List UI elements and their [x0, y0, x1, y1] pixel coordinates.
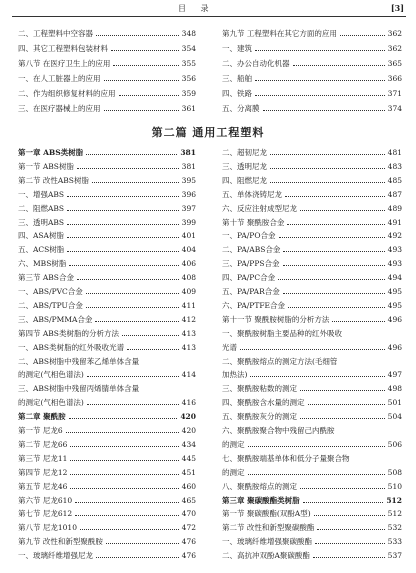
entry-title: 第三章 聚碳酸酯类树脂 — [222, 495, 300, 505]
toc-entry — [18, 482, 196, 491]
entry-title: 一、增强ABS — [18, 189, 65, 199]
leader-dots — [293, 65, 385, 66]
leader-dots — [86, 307, 179, 308]
entry-title: 第一章 ABS类树脂 — [18, 148, 84, 157]
toc-entry — [18, 44, 196, 53]
entry-title: 第二节 改性ABS树脂 — [18, 175, 89, 185]
toc-entry — [222, 315, 402, 324]
leader-dots — [287, 224, 385, 225]
entry-page: 420 — [181, 426, 196, 435]
entry-title: 第二节 尼龙66 — [18, 439, 68, 449]
leader-dots — [111, 50, 179, 51]
entry-title: 三、聚酰胺粘数的测定 — [222, 384, 297, 394]
entry-title: 二、超韧尼龙 — [222, 148, 267, 157]
leader-dots — [263, 110, 385, 111]
entry-title: 五、聚酰胺灰分的测定 — [222, 412, 297, 422]
toc-entry — [222, 551, 402, 560]
toc-entry — [18, 370, 196, 379]
toc-entry — [222, 412, 402, 421]
entry-page: 501 — [387, 398, 402, 408]
entry-page: 401 — [181, 231, 196, 241]
toc-entry — [222, 204, 402, 213]
entry-title: 第二节 改性和新型聚碳酸酯 — [222, 523, 315, 533]
entry-title: 第二章 聚酰胺 — [18, 412, 66, 422]
leader-dots — [67, 210, 179, 211]
toc-entry — [222, 329, 402, 338]
entry-title: 二、ABS/TPU合金 — [18, 300, 83, 310]
entry-title: 六、MBS树脂 — [18, 259, 67, 269]
toc-entry — [222, 440, 402, 449]
entry-page: 491 — [387, 217, 402, 227]
entry-page: 470 — [181, 509, 196, 519]
entry-page: 399 — [181, 217, 196, 227]
toc-entry — [18, 454, 196, 463]
entry-page: 496 — [387, 342, 402, 352]
page-number: [3] — [390, 3, 404, 13]
entry-title: 二、办公自动化机器 — [222, 59, 290, 68]
toc-entry — [18, 259, 196, 268]
entry-title: 四、铁路 — [222, 89, 252, 98]
leader-dots — [106, 543, 179, 544]
leader-dots — [285, 196, 385, 197]
leader-dots — [303, 502, 383, 503]
toc-entry — [18, 74, 196, 83]
toc-entry — [222, 301, 402, 310]
entry-page: 481 — [387, 148, 402, 157]
entry-page: 496 — [387, 314, 402, 324]
toc-entry — [18, 384, 196, 393]
entry-page: 348 — [181, 29, 196, 38]
entry-title: 第六节 尼龙610 — [18, 495, 73, 505]
leader-dots — [104, 110, 179, 111]
toc-entry — [222, 343, 402, 352]
toc-entry — [18, 245, 196, 254]
leader-dots — [67, 196, 179, 197]
entry-page: 495 — [387, 287, 402, 296]
leader-dots — [270, 168, 385, 169]
entry-title: 第九节 改性和新型聚酰胺 — [18, 537, 103, 547]
entry-title: 一、聚酰胺树脂主要品种的红外吸收 — [222, 328, 342, 338]
entry-title: 六、反应注射成型尼龙 — [222, 203, 297, 213]
entry-page: 504 — [387, 412, 402, 422]
entry-title: 的测定 — [222, 467, 245, 477]
entry-title: 三、船舶 — [222, 74, 252, 83]
toc-entry — [18, 523, 196, 532]
leader-dots — [87, 376, 179, 377]
entry-title: 的测定(气相色谱法) — [18, 398, 84, 408]
entry-page: 414 — [181, 370, 196, 380]
leader-dots — [69, 265, 179, 266]
part-title: 第二篇 通用工程塑料 — [151, 126, 265, 139]
entry-page: 434 — [181, 439, 196, 449]
leader-dots — [80, 529, 179, 530]
entry-page: 381 — [181, 161, 196, 171]
entry-page: 365 — [387, 59, 402, 68]
entry-title: 一、ABS/PVC合金 — [18, 287, 83, 296]
leader-dots — [69, 418, 177, 419]
toc-entry — [222, 370, 402, 379]
entry-title: 光谱 — [222, 342, 237, 352]
entry-title: 四、PA/PC合金 — [222, 273, 276, 283]
leader-dots — [113, 65, 179, 66]
toc-entry — [222, 259, 402, 268]
entry-page: 408 — [181, 273, 196, 283]
entry-page: 492 — [387, 231, 402, 241]
entry-page: 374 — [387, 104, 402, 113]
entry-page: 354 — [181, 44, 196, 53]
leader-dots — [250, 376, 385, 377]
toc-entry — [18, 218, 196, 227]
entry-title: 第三节 尼龙11 — [18, 453, 68, 463]
leader-dots — [248, 474, 385, 475]
leader-dots — [300, 488, 385, 489]
entry-page: 510 — [387, 481, 402, 491]
entry-title: 三、PA/PPS合金 — [222, 259, 280, 269]
toc-entry — [222, 218, 402, 227]
toc-entry — [18, 176, 196, 185]
leader-dots — [77, 168, 179, 169]
leader-dots — [270, 154, 385, 155]
entry-page: 362 — [387, 29, 402, 38]
entry-title: 四、其它工程塑料包装材料 — [18, 44, 108, 53]
entry-page: 397 — [181, 203, 196, 213]
entry-page: 460 — [181, 481, 196, 491]
leader-dots — [283, 293, 385, 294]
entry-page: 445 — [181, 453, 196, 463]
leader-dots — [70, 488, 179, 489]
entry-title: 一、PA/PO合金 — [222, 231, 276, 241]
toc-entry — [18, 343, 196, 352]
toc-entry — [18, 440, 196, 449]
entry-page: 406 — [181, 259, 196, 269]
entry-title: 四、聚酰胺含水量的测定 — [222, 398, 305, 408]
toc-entry — [222, 523, 402, 532]
toc-entry — [18, 551, 196, 560]
toc-entry — [18, 301, 196, 310]
entry-page: 493 — [387, 259, 402, 269]
entry-title: 第一节 尼龙6 — [18, 426, 63, 435]
leader-dots — [67, 224, 179, 225]
toc-entry — [222, 509, 402, 518]
entry-page: 420 — [180, 412, 196, 422]
leader-dots — [70, 474, 179, 475]
toc-entry — [222, 89, 402, 98]
toc-entry — [222, 231, 402, 240]
entry-title: 第一节 聚碳酸酯(双酚A型) — [222, 509, 311, 519]
leader-dots — [96, 557, 179, 558]
leader-dots — [95, 321, 179, 322]
entry-title: 四、阻燃尼龙 — [222, 175, 267, 185]
toc-entry — [222, 273, 402, 282]
entry-page: 508 — [387, 467, 402, 477]
entry-title: 二、高抗冲双酚A聚碳酸酯 — [222, 551, 310, 561]
entry-title: 第八节 尼龙1010 — [18, 523, 77, 533]
leader-dots — [77, 279, 179, 280]
entry-page: 411 — [181, 300, 196, 310]
entry-page: 476 — [181, 551, 196, 561]
leader-dots — [87, 404, 179, 405]
toc-entry — [18, 468, 196, 477]
toc-entry — [222, 190, 402, 199]
leader-dots — [283, 251, 385, 252]
leader-dots — [255, 95, 385, 96]
toc-entry — [18, 162, 196, 171]
entry-page: 381 — [180, 148, 196, 157]
entry-title: 三、ABS树脂中残留丙烯腈单体含量 — [18, 384, 140, 394]
toc-entry — [222, 148, 402, 157]
toc-entry — [18, 537, 196, 546]
entry-page: 396 — [181, 189, 196, 199]
entry-title: 三、透明ABS — [18, 217, 65, 227]
leader-dots — [119, 95, 179, 96]
leader-dots — [127, 349, 179, 350]
entry-page: 532 — [387, 523, 402, 533]
entry-title: 第一节 ABS树脂 — [18, 161, 74, 171]
entry-page: 412 — [181, 314, 196, 324]
leader-dots — [283, 265, 385, 266]
leader-dots — [70, 446, 179, 447]
toc-entry — [222, 245, 402, 254]
entry-page: 483 — [387, 161, 402, 171]
entry-title: 第十一节 聚酰胺树脂的分析方法 — [222, 314, 330, 324]
toc-entry — [18, 496, 196, 505]
toc-entry — [222, 454, 402, 463]
entry-title: 一、玻璃纤维增强聚碳酸酯 — [222, 537, 312, 547]
entry-title: 二、PA/ABS合金 — [222, 245, 281, 255]
leader-dots — [96, 35, 179, 36]
entry-title: 一、在人工脏器上的应用 — [18, 74, 101, 83]
entry-title: 五、分离膜 — [222, 104, 260, 113]
chapter-entry — [222, 496, 402, 505]
leader-dots — [308, 404, 385, 405]
entry-page: 498 — [387, 384, 402, 394]
leader-dots — [86, 293, 179, 294]
entry-title: 五、单体浇铸尼龙 — [222, 189, 282, 199]
entry-page: 451 — [181, 467, 196, 477]
entry-title: 二、工程塑料中空容器 — [18, 29, 93, 38]
entry-page: 366 — [387, 74, 402, 83]
leader-dots — [270, 182, 385, 183]
leader-dots — [240, 349, 385, 350]
toc-entry — [222, 59, 402, 68]
leader-dots — [75, 515, 179, 516]
entry-page: 485 — [387, 175, 402, 185]
toc-entry — [222, 44, 402, 53]
entry-page: 355 — [181, 59, 196, 68]
leader-dots — [255, 50, 385, 51]
leader-dots — [66, 432, 179, 433]
toc-entry — [222, 29, 402, 38]
toc-entry — [18, 104, 196, 113]
entry-page: 506 — [387, 439, 402, 449]
entry-page: 395 — [181, 175, 196, 185]
entry-title: 八、聚酰胺熔点的测定 — [222, 481, 297, 491]
toc-entry — [222, 384, 402, 393]
entry-page: 476 — [181, 537, 196, 547]
toc-entry — [222, 398, 402, 407]
entry-page: 493 — [387, 245, 402, 255]
leader-dots — [300, 210, 385, 211]
entry-title: 二、聚酰胺熔点的测定方法(毛细管 — [222, 356, 338, 366]
entry-title: 第四节 ABS类树脂的分析方法 — [18, 328, 119, 338]
entry-title: 一、玻璃纤维增强尼龙 — [18, 551, 93, 561]
entry-page: 489 — [387, 203, 402, 213]
toc-entry — [222, 537, 402, 546]
entry-title: 三、在医疗器械上的应用 — [18, 104, 101, 113]
entry-title: 一、建筑 — [222, 44, 252, 53]
leader-dots — [255, 80, 385, 81]
leader-dots — [332, 321, 385, 322]
toc-entry — [18, 357, 196, 366]
toc-entry — [18, 190, 196, 199]
toc-entry — [18, 273, 196, 282]
entry-title: 第三节 ABS合金 — [18, 273, 74, 283]
toc-entry — [18, 29, 196, 38]
leader-dots — [75, 502, 179, 503]
entry-page: 359 — [181, 89, 196, 98]
entry-title: 二、阻燃ABS — [18, 203, 65, 213]
entry-title: 的测定 — [222, 439, 245, 449]
toc-entry — [222, 357, 402, 366]
toc-entry — [222, 162, 402, 171]
entry-title: 四、ASA树脂 — [18, 231, 64, 241]
entry-title: 第八节 在医疗卫生上的应用 — [18, 59, 111, 68]
toc-entry — [18, 426, 196, 435]
entry-title: 第十节 聚酰胺合金 — [222, 217, 285, 227]
entry-title: 五、PA/PAR合金 — [222, 287, 280, 296]
toc-entry — [18, 509, 196, 518]
entry-page: 472 — [181, 523, 196, 533]
entry-page: 404 — [181, 245, 196, 255]
toc-entry — [222, 176, 402, 185]
leader-dots — [104, 80, 179, 81]
entry-title: 一、ABS类树脂的红外吸收光谱 — [18, 342, 125, 352]
leader-dots — [248, 446, 385, 447]
toc-entry — [18, 398, 196, 407]
header-rule — [12, 16, 406, 17]
entry-page: 487 — [387, 189, 402, 199]
entry-page: 495 — [387, 300, 402, 310]
leader-dots — [317, 529, 385, 530]
toc-entry — [222, 468, 402, 477]
leader-dots — [315, 543, 385, 544]
leader-dots — [122, 335, 179, 336]
leader-dots — [300, 390, 385, 391]
entry-title: 五、ACS树脂 — [18, 245, 65, 255]
entry-page: 494 — [387, 273, 402, 283]
toc-entry — [222, 287, 402, 296]
entry-page: 512 — [387, 509, 402, 519]
leader-dots — [86, 154, 177, 155]
entry-title: 六、聚酰胺聚合物中残留己内酰胺 — [222, 426, 335, 435]
entry-title: 加热法) — [222, 370, 248, 380]
entry-title: 三、ABS/PMMA合金 — [18, 314, 93, 324]
entry-title: 二、作为组织修复材料的应用 — [18, 89, 116, 98]
toc-entry — [222, 74, 402, 83]
toc-entry — [18, 59, 196, 68]
entry-title: 七、聚酰胺端基单体和低分子量聚合物 — [222, 453, 350, 463]
entry-title: 的测定(气相色谱法) — [18, 370, 84, 380]
entry-title: 第五节 尼龙46 — [18, 481, 68, 491]
entry-page: 537 — [387, 551, 402, 561]
entry-page: 413 — [181, 342, 196, 352]
leader-dots — [340, 35, 385, 36]
leader-dots — [278, 279, 385, 280]
entry-title: 二、ABS树脂中残留苯乙烯单体含量 — [18, 356, 140, 366]
entry-page: 361 — [181, 104, 196, 113]
leader-dots — [279, 237, 385, 238]
toc-entry — [18, 231, 196, 240]
entry-title: 第四节 尼龙12 — [18, 467, 68, 477]
running-title: 目 录 — [178, 4, 215, 13]
toc-entry — [18, 89, 196, 98]
leader-dots — [70, 460, 179, 461]
entry-page: 465 — [181, 495, 196, 505]
entry-title: 三、透明尼龙 — [222, 161, 267, 171]
entry-title: 第七节 尼龙612 — [18, 509, 73, 519]
chapter-entry — [18, 412, 196, 421]
entry-page: 416 — [181, 398, 196, 408]
chapter-entry — [18, 148, 196, 157]
entry-page: 371 — [387, 89, 402, 98]
entry-page: 413 — [181, 328, 196, 338]
toc-entry — [222, 104, 402, 113]
toc-entry — [222, 426, 402, 435]
entry-page: 497 — [387, 370, 402, 380]
toc-entry — [18, 287, 196, 296]
leader-dots — [314, 515, 385, 516]
leader-dots — [92, 182, 179, 183]
leader-dots — [67, 251, 179, 252]
toc-entry — [18, 204, 196, 213]
leader-dots — [67, 237, 179, 238]
entry-page: 356 — [181, 74, 196, 83]
leader-dots — [288, 307, 385, 308]
leader-dots — [300, 418, 385, 419]
entry-page: 533 — [387, 537, 402, 547]
toc-entry — [18, 315, 196, 324]
entry-title: 六、PA/PTFE合金 — [222, 300, 286, 310]
entry-page: 362 — [387, 44, 402, 53]
toc-entry — [222, 482, 402, 491]
leader-dots — [313, 557, 385, 558]
entry-title: 第九节 工程塑料在其它方面的应用 — [222, 29, 337, 38]
entry-page: 512 — [386, 495, 402, 505]
toc-entry — [18, 329, 196, 338]
entry-page: 409 — [181, 287, 196, 296]
